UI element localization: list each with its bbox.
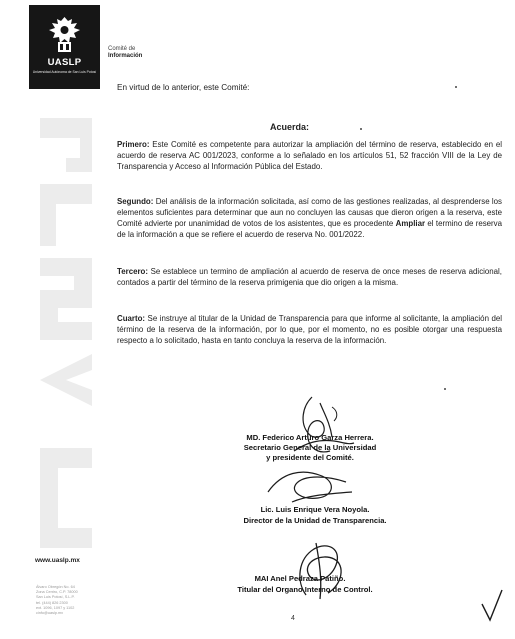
paragraph-label: Cuarto: [117, 314, 146, 323]
intro-text: En virtud de lo anterior, este Comité: [117, 83, 250, 92]
acuerda-heading: Acuerda: [270, 122, 310, 132]
uaslp-watermark [36, 118, 96, 550]
logo-wordmark: UASLP [47, 57, 82, 68]
signatory-2-name: Lic. Luis Enrique Vera Noyola. [260, 505, 370, 514]
paragraph-label: Primero: [117, 140, 150, 149]
paragraph-label: Segundo: [117, 197, 154, 206]
initial-mark [478, 586, 506, 626]
paragraph-text: Del análisis de la información solicitada, así como de las gestiones realizadas, al desprenderse los elementos suficientes para determinar que aun no concluyen las causas que dieron origen a la reserva, este Comité advierte por unanimidad de votos de los asistentes, que es procedente [117, 197, 502, 228]
paragraph-text: Se instruye al titular de la Unidad de Transparencia para que informe al solicitante, la ampliación del término de la reserva de la información, por lo que, por el momento, no es posible otorgar una respuesta respecto a lo solicitado, hasta en tanto concluya la reserva de la información. [117, 314, 502, 345]
paragraph-text: Este Comité es competente para autorizar la ampliación del término de reserva, establecido en el acuerdo de reserva AC 001/2023, conforme a lo señalado en los artículos 51, 52 fracción VIII de la Ley de Transparencia y Acceso al Información Pública del Estado. [117, 140, 502, 171]
signatory-1-role-line2: y presidente del Comité. [266, 453, 354, 462]
signatory-3-name: MAI Anel Pedraza Patiño. [254, 574, 346, 583]
address-line: Zona Centro, C.P. 78000 [36, 590, 78, 595]
scan-speck [444, 388, 446, 390]
address-line: Álvaro Obregón No. 64 [36, 585, 75, 589]
logo-subtitle: Universidad Autónoma de San Luis Potosí [32, 70, 97, 74]
committee-line2: Información [108, 53, 143, 59]
paragraph-primero [117, 139, 502, 172]
uaslp-logo [29, 5, 100, 89]
address-line: ext. 1096, 1097 y 1102 [36, 605, 75, 610]
paragraph-text: Se establece un termino de ampliación al acuerdo de reserva de once meses de reserva adicional, contados a partir del término de la reserva primigenia que dio origen a la misma. [117, 267, 502, 287]
footer-url: www.uaslp.mx [35, 557, 80, 564]
paragraph-cuarto [117, 313, 502, 346]
page-number: 4 [291, 615, 295, 622]
scan-speck [455, 86, 457, 88]
committee-label [108, 46, 198, 60]
scan-speck [360, 128, 362, 130]
paragraph-text: el termino de reserva de la información a que se refiere el acuerdo de reserva No. 001/2022. [117, 219, 503, 239]
address-line: cinfo@uaslp.mx [36, 611, 64, 616]
university-crest-icon [47, 16, 82, 54]
paragraph-segundo [117, 196, 502, 240]
signatory-3-role-line1: Titular del Organo Interno de Control. [237, 585, 373, 594]
signatory-2-role-line1: Director de la Unidad de Transparencia. [243, 516, 387, 525]
paragraph-label: Tercero: [117, 267, 148, 276]
signatory-1-name: MD. Federico Arturo Garza Herrera. [246, 433, 374, 442]
committee-line1: Comité de [108, 46, 136, 52]
paragraph-tercero [117, 266, 502, 288]
footer-address [36, 585, 98, 616]
address-line: tel. (444) 826 2300 [36, 600, 68, 605]
signatory-1-role-line1: Secretario General de la Universidad [243, 443, 377, 452]
paragraph-emphasis: Ampliar [395, 219, 426, 228]
address-line: San Luis Potosí, S.L.P. [36, 595, 75, 600]
